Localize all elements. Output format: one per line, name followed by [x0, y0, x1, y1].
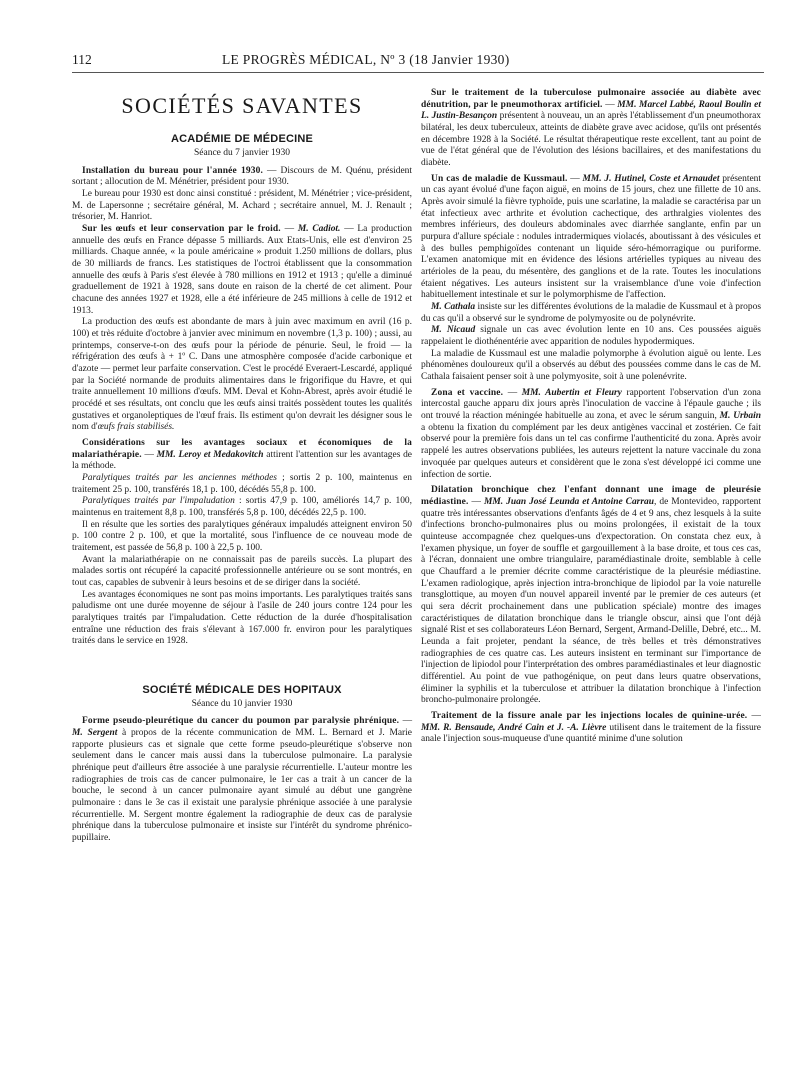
- academie-item-3-para-5: Avant la malariathérapie on ne connaissait pas de pareils succès. La plupart des malades sortis ont récupéré la capacité professionnelle antérieure ou se sont montrés, en tout cas, capables de subvenir à leurs besoins et de se diriger dans la société.: [72, 554, 412, 589]
- academie-item-2-para-2: [72, 317, 412, 434]
- item-heading: Dilatation bronchique chez l'enfant donnant une image de pleurésie médiastine.: [421, 485, 761, 507]
- hopitaux-title: SOCIÉTÉ MÉDICALE DES HOPITAUX: [142, 684, 342, 697]
- item-heading: Sur les œufs et leur conservation par le froid.: [82, 223, 281, 234]
- academie-item-3-para-3: [72, 496, 412, 519]
- left-column: [72, 84, 412, 845]
- academie-item-3: [72, 438, 412, 473]
- hopitaux-item-3: [421, 174, 761, 302]
- item-authors: MM. Leroy et Medakovitch: [156, 449, 264, 460]
- item-authors: MM. Aubertin et Fleury: [521, 387, 622, 398]
- page-number: 112: [72, 52, 92, 67]
- academie-title: ACADÉMIE DE MÉDECINE: [170, 133, 314, 146]
- academie-item-3-para-6: Les avantages économiques ne sont pas moins importants. Les paralytiques traités sans paludisme ont une durée moyenne de séjour à l'asile de 240 jours contre 124 pour les paralytiques traités par l'impaludation. Cette réduction de la durée d'hospitalisation entraîne une réduction des frais s'élevant à 167.000 fr. environ pour les paralytiques traités dans le service en 1928.: [72, 589, 412, 647]
- item-heading: Traitement de la fissure anale par les injections locales de quinine-urée.: [431, 710, 748, 721]
- academie-item-3-para-2: [72, 473, 412, 496]
- item-dash: —: [399, 716, 413, 727]
- academie-item-3-para-4: Il en résulte que les sorties des paralytiques généraux impaludés atteignent environ 50 p. 100 contre 2 p. 100, et que la mortalité, sous l'influence de ce nouveau mode de traitement, est passée de 56,8 p. 100 à 22,5 p. 100.: [72, 519, 412, 554]
- item-italic: Paralytiques traités par l'impaludation: [82, 496, 235, 507]
- hopitaux-item-3-para-3: [421, 325, 761, 348]
- item-body: utilisent dans le traitement de la fissure anale l'injection sous-muqueuse d'une quantité minime d'une solution: [421, 722, 762, 745]
- item-author: M. Cadiot.: [297, 223, 341, 234]
- hopitaux-item-3-para-4: La maladie de Kussmaul est une maladie polymorphe à évolution aiguë ou lente. Les phénomènes douloureux qu'il a observés au début des poussées comme dans le cas de M. Cathala faisaient penser soit à une polymyosite, soit à une polenévrite.: [421, 348, 761, 383]
- hopitaux-item-1: [72, 716, 412, 844]
- item-authors: MM. Juan José Leunda et Antoine Carrau: [483, 496, 654, 507]
- academie-item-1-para-2: Le bureau pour 1930 est donc ainsi constitué : président, M. Ménétrier ; vice-président, M. de Lapersonne ; secrétaire général, M. Achard ; secrétaire annuel, M. J. Renault ; trésorier, M. Hanriot.: [72, 188, 412, 223]
- hopitaux-item-5: [421, 485, 761, 707]
- item-body: insiste sur les différentes évolutions de la maladie de Kussmaul et à propos du cas qu'il a observé sur le syndrome de polymyosite ou de polynévrite.: [421, 302, 761, 324]
- item-author: M. Cathala: [431, 302, 476, 313]
- item-authors: MM. Marcel Labbé, Raoul Boulin et L. Justin-Besançon: [421, 99, 761, 122]
- right-column: [421, 84, 761, 746]
- hopitaux-item-2: [421, 88, 761, 170]
- academie-date: Séance du 7 janvier 1930: [193, 147, 291, 158]
- item-body: présentent un cas ayant évolué d'une façon aiguë, en moins de 15 jours, chez une fillette de 10 ans. Après avoir simulé la fièvre typhoïde, puis une scarlatine, la maladie se caractérisa par un état infectieux avec arthrite et évolution cachectique, des arthralgies violentes des membres inférieurs, des douleurs abdominales avec diarrhée sanglante, enfin par un purpura d'allure spéciale : nodules intradermiques violacés, aboutissant à des vésicules et à des bulles pemphigoïdes contenant un liquide séro-hémorragique ou puriforme. L'examen anatomique mit en évidence des lésions artérielles typiques au niveau des artérioles de la peau, du mésentère, des ganglions et de la rate. Toutes les inoculations étaient négatives. Les auteurs insistent sur la vraisemblance d'une voie d'infection habituellement intestinale et sur le polymorphisme de l'affection.: [421, 173, 761, 301]
- item-dash: —: [503, 387, 522, 398]
- item-dash: —: [280, 223, 298, 234]
- item-heading: Un cas de maladie de Kussmaul.: [431, 173, 568, 184]
- item-dash: —: [141, 449, 157, 460]
- section-title: SOCIÉTÉS SAVANTES: [121, 93, 363, 118]
- item-dash: —: [567, 173, 583, 184]
- item-italic: Paralytiques traités par les anciennes méthodes: [82, 472, 277, 483]
- item-author: M. Urbain: [719, 411, 761, 422]
- item-heading: Installation du bureau pour l'année 1930.: [82, 165, 263, 176]
- item-body: signale un cas avec évolution lente en 10 ans. Ces poussées aiguës rappelaient le diothénentérie avec apparition de nodules hypodermiques.: [421, 325, 761, 348]
- item-body: a obtenu la fixation du complément par les deux antigènes vaccinal et zostérien. Ce fait observé pour la première fois dans un tel cas confirme l'authenticité du zona. Après avoir rappelé les autres observations publiées, les auteurs rejettent la nature vaccinale du zona invoquée par quelques auteurs et considèrent que le zona s'est développé ici comme une infection de sortie.: [421, 422, 761, 480]
- item-dash: —: [468, 496, 484, 507]
- academie-item-2: [72, 224, 412, 317]
- item-body: : sortis 47,9 p. 100, améliorés 14,7 p. 100, maintenus en traitement 8,8 p. 100, transférés 5,8 p. 100, décédés 22,5 p. 100.: [72, 496, 412, 518]
- item-dash: —: [747, 710, 761, 721]
- journal-title: LE PROGRÈS MÉDICAL, Nº 3 (18 Janvier 1930): [222, 52, 510, 67]
- item-body: — Discours de M. Quénu, président sortant ; allocution de M. Ménétrier, président pour 1930.: [72, 165, 412, 188]
- item-heading: Considérations sur les avantages sociaux et économiques de la malariathérapie.: [72, 437, 412, 460]
- item-author: M. Sergent: [72, 728, 118, 739]
- item-body: — La production annuelle des œufs en France dépasse 5 milliards. Aux Etats-Unis, elle est d'environ 25 milliards. Chaque année, « la poule américaine » produit 1.250 millions de dollars, plus de 30 milliards de francs. Les statistiques de l'octroi établissent que la consommation annuelle des œufs à Paris s'est élevée à 780 millions en 1912 et 1913 ; qu'elle a diminué graduellement de 1921 à 1928, sans doute en raison de la cherté de cet aliment. Pour chacune des années 1927 et 1928, elle a été inférieure de 245 millions à celle de 1912 et 1913.: [72, 223, 413, 316]
- item-body: , de Montevideo, rapportent quatre très intéressantes observations d'enfants âgés de 4 et 9 ans, chez lesquels à la suite d'infections broncho-pulmonaires plus ou moins prolongées, il existait de la toux quinteuse accompagnée chez quelques-uns d'expectoration. On constata chez eux, à l'examen physique, un foyer de souffle et gargouillement à la base droite, et tous ces cas, à l'écran, donnaient une ombre triangulaire, paramédiastinale droite, semblable à celle que Chauffard a le premier décrite comme caractéristique de la pleurésie médiastine. L'examen radiologique, après injection intra-bronchique de lipiodol par la voie naturelle transglottique, au moyen d'un nouvel appareil inventé par le premier de ces auteurs (et qui sera décrit prochainement dans une publication spéciale) montre des images caractéristiques de dilatation bronchique dans le triangle obscur, ainsi que l'ont déjà signalé Rist et ses collaborateurs Léon Bernard, Sergent, Armand-Delille, Debré, etc... M. Leunda a fait projeter, pendant la séance, de très belles et très démonstratives radiographies de ces quatre cas. Les auteurs insistent en terminant sur l'importance de l'injection de lipiodol pour l'interprétation des ombres paramédiastinales et leur diagnostic différentiel. Au point de vue pathogénique, on peut dans leurs quatre observations, éliminer la syphilis et la tuberculose et attribuer la dilatation bronchique à l'infection broncho-pulmonaire prolongée.: [421, 496, 762, 706]
- academie-item-1: [72, 166, 412, 189]
- running-header: [72, 50, 764, 73]
- hopitaux-item-6: [421, 711, 761, 746]
- item-heading: Sur le traitement de la tuberculose pulmonaire associée au diabète avec dénutrition, par le pneumothorax artificiel.: [421, 88, 761, 110]
- item-body: ; sortis 2 p. 100, maintenus en traitement 25 p. 100, transférés 18,1 p. 100, décédés 55,8 p. 100.: [72, 472, 412, 495]
- item-author: M. Nicaud: [431, 325, 476, 336]
- item-dash: —: [602, 99, 618, 110]
- hopitaux-item-3-para-2: [421, 302, 761, 325]
- item-heading: Forme pseudo-pleurétique du cancer du poumon par paralysie phrénique.: [82, 716, 400, 727]
- item-heading: Zona et vaccine.: [431, 387, 504, 398]
- item-body: attirent l'attention sur les avantages de la méthode.: [72, 449, 412, 472]
- item-authors: MM. R. Bensaude, André Cain et J. -A. Lièvre: [421, 722, 607, 733]
- item-body: présentent à nouveau, un an après l'établissement d'un pneumothorax bilatéral, les deux tuberculeux, atteints de diabète grave avec acidose, qu'ils ont présentés en décembre 1928 à la Société. Le résultat thérapeutique reste excellent, tant au point de vue de l'état général que de l'évolution des lésions bacillaires, et des manifestations du diabète.: [421, 111, 761, 169]
- item-body: à propos de la récente communication de MM. L. Bernard et J. Marie rapporte plusieurs cas et signale que cette forme pseudo-pleurétique s'observe non seulement dans le cancer mais aussi dans la tuberculose pulmonaire. La paralysie phrénique peut d'ailleurs être associée à une paralysie récurrentielle. L'auteur montre les radiographies de trois cas de cancer pulmonaire, le 1er cas a trait à un cancer de la bouche, le second à un cancer pulmonaire ayant simulé au début une gangrène pulmonaire : dans le 3e cas il existait une paralysie phrénique associée à une paralysie récurrentielle. M. Sergent montre également la radiographie de deux cas de paralysie phrénique dans la tuberculose pulmonaire et insiste sur l'intérêt du syndrome phrénico-pupillaire.: [72, 728, 412, 844]
- hopitaux-date: Séance du 10 janvier 1930: [191, 698, 293, 709]
- item-body: La production des œufs est abondante de mars à juin avec maximum en avril (16 p. 100) et très réduite d'octobre à janvier avec minimum en novembre (1,3 p. 100) ; aussi, au printemps, conserve-t-on des œufs pour la période de pénurie. Seul, le froid — la réfrigération des œufs à + 1º C. Dans une atmosphère composée d'acide carbonique et d'azote — permet leur parfaite conservation. C'est le procédé Everaert-Lescardé, appliqué par la Société normande de produits alimentaires dans le frigorifique du Havre, et qui traite annuellement 10 millions d'œufs. MM. Deval et Kohn-Abrest, après avoir étudié le procédé et ses résultats, ont conclu que les œufs ainsi traités possèdent toutes les qualités gustatives et organoleptiques de l'œuf frais. Ils estiment qu'on devrait les désigner sous le nom d': [72, 317, 412, 433]
- hopitaux-item-4: [421, 388, 761, 481]
- item-authors: MM. J. Hutinel, Coste et Arnaudet: [582, 173, 720, 184]
- item-body: rapportent l'observation d'un zona intercostal gauche apparu dix jours après l'inoculation de vaccine à l'épaule gauche ; ils ont trouvé la réaction méningée habituelle au zona, et avec le sérum sanguin,: [421, 387, 761, 422]
- item-italic: œufs frais stabilisés.: [97, 422, 175, 433]
